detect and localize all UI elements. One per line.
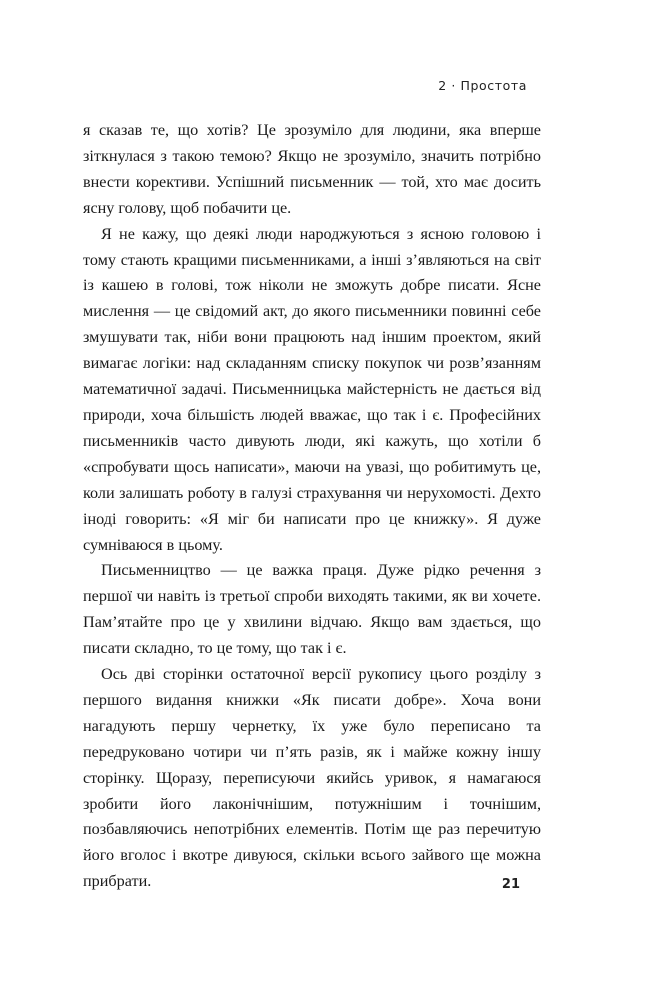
- running-head: 2 · Простота: [438, 78, 527, 93]
- paragraph-1: я сказав те, що хотів? Це зрозуміло для людини, яка вперше зіткнулася з такою темою? Якщо не зрозуміло, значить потрібно внести корективи. Успішний письменник — той, хто має досить ясну голову, щоб побачити це.: [83, 121, 541, 217]
- paragraph-2: Я не кажу, що деякі люди народжуються з ясною головою і тому стають кращими письменниками, а інші з’являються на світ із кашею в голові, тож ніколи не зможуть добре писати. Ясне мислення — це свідомий акт, до якого письменники повинні себе змушувати так, ніби вони працюють над іншим проектом, який вимагає логіки: над складанням списку покупок чи розв’язанням математичної задачі. Письменницька майстерність не дається від природи, хоча більшість людей вважає, що так і є. Професійних письменників часто дивують люди, які кажуть, що хотіли б «спробувати щось написати», маючи на увазі, що робитимуть це, коли залишать роботу в галузі страхування чи нерухомості. Дехто іноді говорить: «Я міг би написати про це книжку». Я дуже сумніваюся в цьому.: [83, 224, 541, 554]
- paragraph-4: Ось дві сторінки остаточної версії рукопису цього розділу з першого видання книжки «Як писати добре». Хоча вони нагадують першу чернетку, їх уже було переписано та передруковано чотири чи п’ять разів, як і майже кожну іншу сторінку. Щоразу, переписуючи якийсь уривок, я намагаюся зробити його лаконічнішим, потужнішим і точнішим, позбавляючись непотрібних елементів. Потім ще раз перечитую його вголос і вкотре дивуюся, скільки всього зайвого ще можна прибрати.: [83, 665, 541, 891]
- body-text: [83, 118, 541, 895]
- page-number: 21: [501, 877, 520, 892]
- paragraph-3: Письменництво — це важка праця. Дуже рідко речення з першої чи навіть із третьої спроби виходять такими, як ви хочете. Пам’ятайте про це у хвилини відчаю. Якщо вам здається, що писати складно, то це тому, що так і є.: [83, 561, 541, 658]
